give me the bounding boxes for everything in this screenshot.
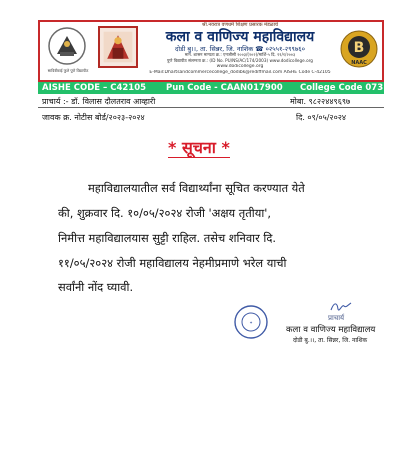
naac-label: NAAC <box>351 60 367 66</box>
notice-line-5: सर्वांनी नोंद घ्यावी. <box>58 280 134 294</box>
aishe-code: AISHE CODE – C42105 <box>42 83 147 93</box>
college-code: College Code 0731 <box>300 83 390 93</box>
website-line: www.dodicollege.org <box>216 64 264 69</box>
university-emblem-icon <box>47 26 87 68</box>
notice-line-4: ११/०५/२०२४ रोजी महाविद्यालय नेहमीप्रमाणे भरेल याची <box>58 256 287 270</box>
svg-text:✦: ✦ <box>249 320 253 325</box>
university-caption: सावित्रीबाई फुले पुणे विद्यापीठ <box>47 68 89 73</box>
address-line: दोडी बु।।, ता. सिन्नर, जि. नाशिक ☎ ०२५५१-२९९७६० <box>174 45 305 53</box>
college-emblem-icon <box>98 26 138 68</box>
email-line: E-Mail:Dhartsandcommercecollege_dodibk@rediffmail.com AISHE Code C-42105 <box>149 70 331 75</box>
notice-line-3: निमीत्त महाविद्यालयास सुट्टी राहिल. तसेच शनिवार दि. <box>58 231 277 245</box>
principal-name: प्राचार्य :- डॉ. विलास दौलतराव आव्हारी <box>42 97 156 106</box>
trust-line: श्री.नवरात्र वणधर्म शिक्षण प्रसारक मंडळाचे <box>201 22 279 28</box>
code-bar <box>38 82 390 94</box>
signature-title: प्राचार्य <box>328 314 345 322</box>
pun-code: Pun Code - CAAN017900 <box>166 83 283 93</box>
outward-reference: जावक क्र. नोटीस बोर्ड/२०२३-२०२४ <box>42 113 145 122</box>
header-divider <box>38 107 384 108</box>
naac-grade-letter: B <box>353 40 365 56</box>
affiliation-line: मान. शासन मान्यता क्र.: एनजीसी २००३/(२०२)/मार्शि-५ दि. ११/१/२००३ <box>184 52 296 57</box>
university-line: पुणे विद्यापीठ संलग्नता क्र.: (ID No. PU/NS/AC/174/2003) www.dodicollege.org <box>167 58 313 63</box>
college-seal-icon <box>233 304 269 340</box>
notice-line-1: महाविद्यालयातील सर्व विद्यार्थ्यांना सूचित करण्यात येते <box>88 181 305 195</box>
letterhead <box>38 20 384 82</box>
naac-badge-icon <box>340 30 378 68</box>
mobile-number: मोबा. ९८२२४४९६९७ <box>290 97 351 106</box>
notice-date: दि. ०९/०५/२०२४ <box>296 113 347 122</box>
signature-college: कला व वाणिज्य महाविद्यालय <box>286 325 376 335</box>
notice-heading: * सूचना * <box>168 138 230 157</box>
principal-signature-icon <box>330 300 352 314</box>
notice-line-2: की, शुक्रवार दि. १०/०५/२०२४ रोजी 'अक्षय तृतीया', <box>58 206 272 220</box>
signature-address: दोडी बु.।।, ता. सिन्नर, जि. नाशिक <box>293 337 368 344</box>
college-name: कला व वाणिज्य महाविद्यालय <box>165 29 315 45</box>
